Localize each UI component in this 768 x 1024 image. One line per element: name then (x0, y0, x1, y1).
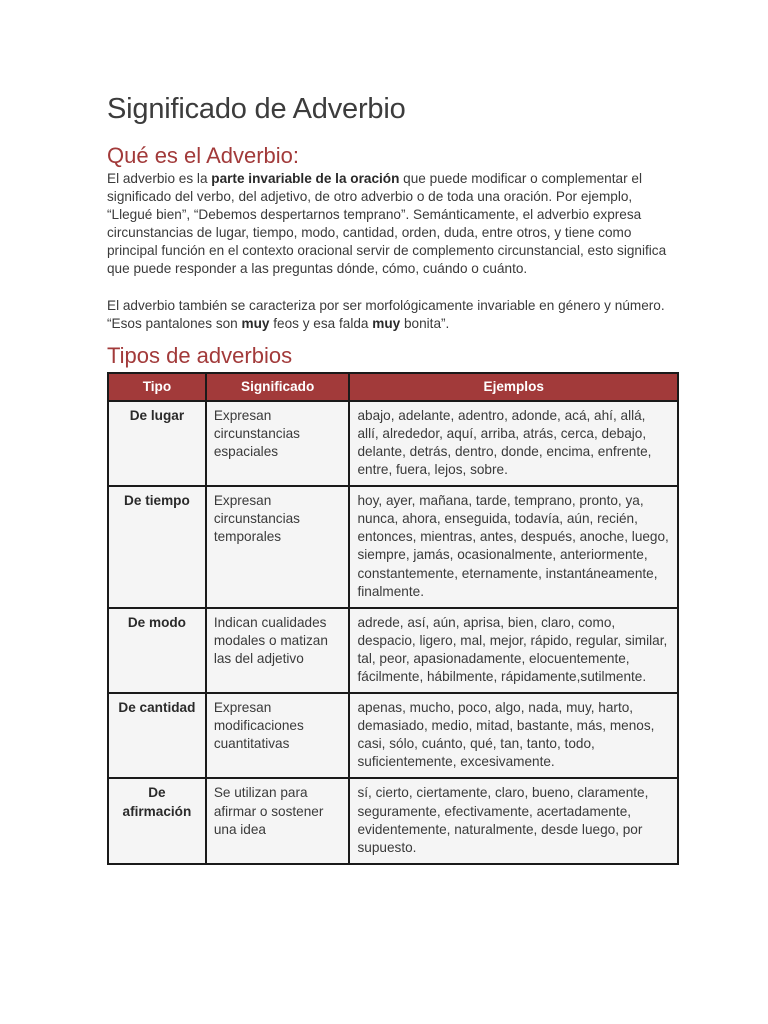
table-row (108, 693, 678, 778)
table-row (108, 486, 678, 608)
table-header-row (108, 373, 678, 401)
table-row (108, 401, 678, 486)
cell-significado: Expresan circunstancias temporales (206, 486, 350, 608)
paragraph-definition (107, 170, 667, 279)
page-title: Significado de Adverbio (107, 93, 406, 125)
adverb-types-table (107, 372, 679, 865)
paragraph-invariable (107, 297, 667, 333)
cell-significado: Expresan circunstancias espaciales (206, 401, 350, 486)
text-span: feos y esa falda (269, 315, 373, 331)
cell-significado: Se utilizan para afirmar o sostener una idea (206, 778, 350, 863)
cell-tipo: De tiempo (108, 486, 206, 608)
section-heading-tipos: Tipos de adverbios (107, 342, 293, 368)
cell-ejemplos: hoy, ayer, mañana, tarde, temprano, pronto, ya, nunca, ahora, enseguida, todavía, aún, recién, entonces, mientras, antes, después, anoche, luego, siempre, jamás, ocasionalmente, anteriormente, constantemente, eternamente, instantáneamente, finalmente. (349, 486, 678, 608)
text-span: bonita”. (400, 315, 450, 331)
text-span: que puede modificar o complementar el significado del verbo, del adjetivo, de otro adverbio o de toda una oración. Por ejemplo, “Llegué bien”, “Debemos despertarnos temprano”. Semánticamente, el adverbio expresa circunstancias de lugar, tiempo, modo, cantidad, orden, duda, entre otros, y tiene como principal función en el contexto oracional servir de complemento circunstancial, esto significa que puede responder a las preguntas dónde, cómo, cuándo o cuánto. (107, 171, 667, 277)
cell-significado: Indican cualidades modales o matizan las del adjetivo (206, 608, 350, 693)
cell-significado: Expresan modificaciones cuantitativas (206, 693, 350, 778)
column-header-tipo: Tipo (108, 373, 206, 401)
table-row (108, 608, 678, 693)
column-header-ejemplos: Ejemplos (349, 373, 678, 401)
bold-term: muy (372, 315, 401, 331)
bold-term: muy (241, 315, 270, 331)
table-row (108, 778, 678, 863)
cell-ejemplos: sí, cierto, ciertamente, claro, bueno, claramente, seguramente, efectivamente, acertadamente, evidentemente, naturalmente, desde luego, por supuesto. (349, 778, 678, 863)
cell-tipo: De lugar (108, 401, 206, 486)
text-span: El adverbio es la (107, 171, 212, 186)
cell-ejemplos: abajo, adelante, adentro, adonde, acá, ahí, allá, allí, alrededor, aquí, arriba, atrás, cerca, debajo, delante, detrás, dentro, donde, encima, enfrente, entre, fuera, lejos, sobre. (349, 401, 678, 486)
cell-tipo: De cantidad (108, 693, 206, 778)
text-span: El adverbio también se caracteriza por ser morfológicamente invariable en género y número. “Esos pantalones son (107, 297, 665, 331)
cell-ejemplos: apenas, mucho, poco, algo, nada, muy, harto, demasiado, medio, mitad, bastante, más, menos, casi, sólo, cuánto, qué, tan, tanto, todo, suficientemente, excesivamente. (349, 693, 678, 778)
cell-tipo: De modo (108, 608, 206, 693)
cell-tipo: De afirmación (108, 778, 206, 863)
section-heading-que-es: Qué es el Adverbio: (107, 143, 300, 168)
column-header-significado: Significado (206, 373, 350, 401)
cell-ejemplos: adrede, así, aún, aprisa, bien, claro, como, despacio, ligero, mal, mejor, rápido, regular, similar, tal, peor, apasionadamente, elocuentemente, fácilmente, hábilmente, rápidamente,sutilmente. (349, 608, 678, 693)
bold-term: parte invariable de la oración (211, 171, 400, 186)
